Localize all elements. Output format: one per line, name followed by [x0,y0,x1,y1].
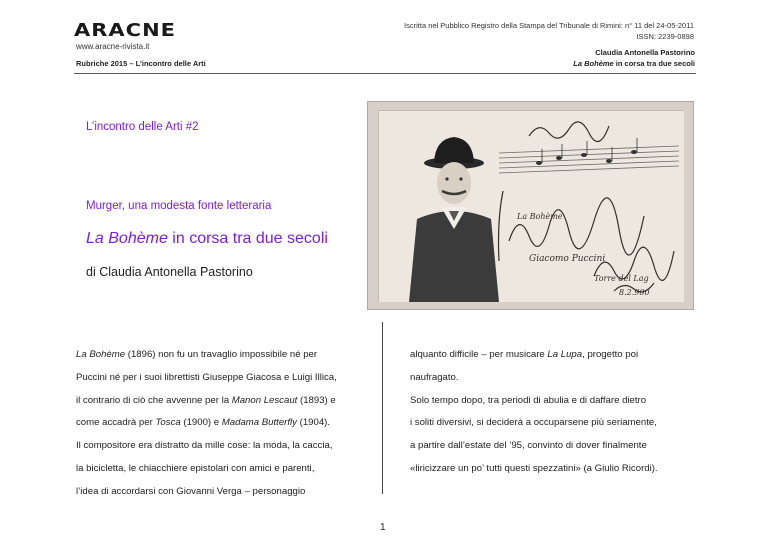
header-divider [74,73,696,74]
site-url[interactable]: www.aracne-rivista.it [76,42,150,51]
body-text: naufragato. [410,371,459,383]
body-line [76,481,356,504]
body-text: alquanto difficile – per musicare [410,349,548,360]
body-text: i soliti diversivi, si deciderà a occuparsene più seriamente, [410,417,657,429]
header-title-italic: La Bohème [573,59,614,68]
body-text: l’idea di accordarsi con Giovanni Verga – personaggio [76,485,306,497]
article-title-rest: in corsa tra due secoli [167,230,328,247]
body-line [410,367,695,390]
body-line [76,344,356,367]
subtitle-heading: Murger, una modesta fonte letteraria [86,200,272,212]
article-title-italic: La Bohème [86,230,168,247]
byline: di Claudia Antonella Pastorino [86,265,253,279]
page-number: 1 [380,522,386,533]
photo-signature: Giacomo Puccini [529,254,606,264]
body-italic: Tosca [155,417,181,429]
body-text: Solo tempo dopo, tra periodi di abulia e di daffare dietro [410,394,647,406]
body-text: Il compositore era distratto da mille cose: la moda, la caccia, [76,440,333,452]
aracne-logo: ARACNE [74,20,177,41]
body-text: Puccini né per i suoi librettisti Giuseppe Giacosa e Luigi Illica, [76,371,337,383]
body-line [76,390,356,413]
body-line [76,435,356,458]
series-heading: L’incontro delle Arti #2 [86,121,199,133]
body-line [410,390,695,413]
body-line [410,458,695,481]
photo-date: 8.2.900 [619,288,650,297]
body-text: , progetto poi [582,349,639,360]
body-column-right [410,344,695,481]
body-line [76,412,356,435]
photo-inscription-top: La Bohème [517,212,563,221]
body-line [76,367,356,390]
puccini-postcard-photo [367,101,694,310]
body-line [410,412,695,435]
body-text: (1893) e [297,394,336,406]
body-line [76,458,356,481]
body-italic: La Lupa [547,349,583,360]
body-text: (1904). [296,417,331,429]
rubric-label: Rubriche 2015 – L’incontro delle Arti [76,59,206,68]
body-line [410,435,695,458]
header-title [573,58,695,69]
body-line [410,344,695,367]
photo-place: Torre del Lag [594,274,649,283]
column-divider [382,322,383,494]
article-title [86,230,328,248]
body-column-left [76,344,356,504]
postcard-frame [378,110,683,301]
header-author-block [573,47,695,69]
body-text: «liricizzare un po’ tutti questi spezzatini» (a Giulio Ricordi). [410,462,658,474]
portrait-illustration [379,111,684,302]
body-text: a partire dall’estate del ’95, convinto di dover finalmente [410,440,647,452]
header-title-rest: in corsa tra due secoli [613,59,695,68]
registry-line: Iscritta nel Pubblico Registro della Stampa del Tribunale di Rimini: n° 11 del 24-05-2011 [404,21,694,30]
body-text: (1900) e [180,417,222,429]
body-italic: Manon Lescaut [231,394,298,406]
registry-info [404,20,694,42]
body-italic: Madama Butterfly [221,417,297,429]
body-text: (1896) non fu un travaglio impossibile né per [125,349,318,360]
issn: ISSN: 2239-0898 [636,32,694,41]
body-text: la bicicletta, le chiacchiere epistolari con amici e parenti, [76,462,315,474]
body-italic: La Bohème [76,349,126,360]
header-author: Claudia Antonella Pastorino [595,48,695,57]
body-text: come accadrà per [76,417,156,429]
body-text: il contrario di ciò che avvenne per la [76,394,232,406]
